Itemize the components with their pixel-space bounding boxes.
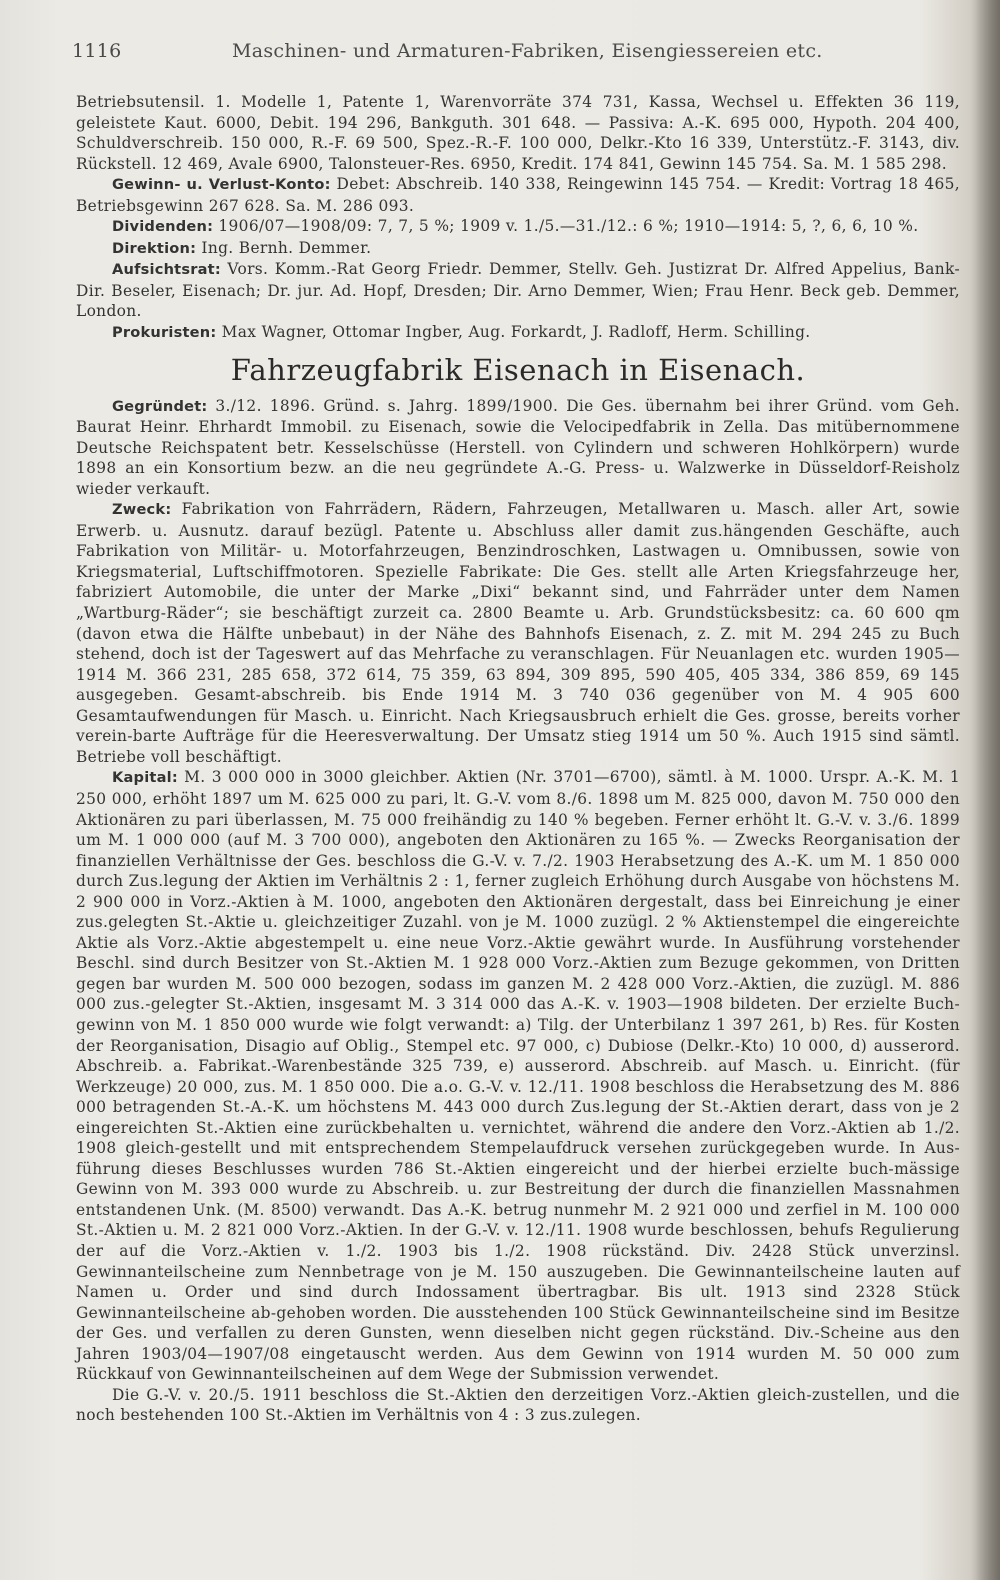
- running-title: Maschinen- und Armaturen-Fabriken, Eisengiessereien etc.: [232, 40, 823, 62]
- balance-text: Betriebsutensil. 1. Modelle 1, Patente 1, Warenvorräte 374 731, Kassa, Wechsel u. Effekten 36 119, geleistete Kaut. 6000, Debit. 194 296, Bankguth. 301 648. — Passiva: A.-K. 695 000, Hypoth. 204 400, Schuldverschreib. 150 000, R.-F. 69 500, Spez.-R.-F. 100 000, Delkr.-Kto 16 339, Unterstütz.-F. 3143, div. Rückstell. 12 469, Avale 6900, Talonsteuer-Res. 6950, Kredit. 174 841, Gewinn 145 754. Sa. M. 1 585 298.: [76, 93, 960, 173]
- page-header: [72, 40, 972, 70]
- zweck-paragraph: [76, 499, 960, 767]
- gewinn-paragraph: [76, 174, 960, 216]
- direktion-label: Direktion:: [112, 239, 197, 257]
- prokuristen-paragraph: [76, 322, 960, 344]
- gegruendet-label: Gegründet:: [112, 397, 208, 415]
- aufsichtsrat-paragraph: [76, 259, 960, 322]
- kapital-text: M. 3 000 000 in 3000 gleichber. Aktien (Nr. 3701—6700), sämtl. à M. 1000. Urspr. A.-K. M. 1 250 000, erhöht 1897 um M. 625 000 zu pari, lt. G.-V. vom 8./6. 1898 um M. 825 000, davon M. 750 000 den Aktionären zu pari überlassen, M. 75 000 freihändig zu 140 % begeben. Ferner erhöht lt. G.-V. v. 3./6. 1899 um M. 1 000 000 (auf M. 3 700 000), angeboten den Aktionären zu 165 %. — Zwecks Reorganisation der finanziellen Verhältnisse der Ges. beschloss die G.-V. v. 7./2. 1903 Herabsetzung des A.-K. um M. 1 850 000 durch Zus.legung der Aktien im Verhältnis 2 : 1, ferner zugleich Erhöhung durch Ausgabe von höchstens M. 2 900 000 in Vorz.-Aktien à M. 1000, angeboten den Aktionären dergestalt, dass bei Einreichung je einer zus.gelegten St.-Aktie u. gleichzeitiger Zuzahl. von je M. 1000 zuzügl. 2 % Aktienstempel die eingereichte Aktie als Vorz.-Aktie abgestempelt u. eine neue Vorz.-Aktie gewährt wurde. In Ausführung vorstehender Beschl. sind durch Besitzer von St.-Aktien M. 1 928 000 Vorz.-Aktien zum Bezuge gekommen, von Dritten gegen bar wurden M. 500 000 bezogen, sodass im ganzen M. 2 428 000 Vorz.-Aktien, die zuzügl. M. 886 000 zus.-gelegter St.-Aktien, insgesamt M. 3 314 000 das A.-K. v. 1903—1908 bildeten. Der erzielte Buch-gewinn von M. 1 850 000 wurde wie folgt verwandt: a) Tilg. der Unterbilanz 1 397 261, b) Res. für Kosten der Reorganisation, Disagio auf Oblig., Stempel etc. 97 000, c) Dubiose (Delkr.-Kto) 10 000, d) ausserord. Abschreib. a. Fabrikat.-Warenbestände 325 739, e) ausserord. Abschreib. auf Masch. u. Einricht. (für Werkzeuge) 20 000, zus. M. 1 850 000. Die a.o. G.-V. v. 12./11. 1908 beschloss die Herabsetzung des M. 886 000 betragenden St.-A.-K. um höchstens M. 443 000 durch Zus.legung der St.-Aktien derart, dass von je 2 eingereichten St.-Aktien eine zurückbehalten u. vernichtet, während die andere den Vorz.-Aktien ab 1./2. 1908 gleich-gestellt und mit entsprechendem Stempelaufdruck versehen zurückgegeben wurde. In Aus-führung dieses Beschlusses wurden 786 St.-Aktien eingereicht und der hierbei erzielte buch-mässige Gewinn von M. 393 000 wurde zu Abschreib. u. zur Bestreitung der durch die finanziellen Massnahmen entstandenen Unk. (M. 8500) verwandt. Das A.-K. betrug nunmehr M. 2 921 000 und zerfiel in M. 100 000 St.-Aktien u. M. 2 821 000 Vorz.-Aktien. In der G.-V. v. 12./11. 1908 wurde beschlossen, behufs Regulierung der auf die Vorz.-Aktien v. 1./2. 1903 bis 1./2. 1908 rückständ. Div. 2428 Stück unverzinsl. Gewinnanteilscheine zum Nennbetrage von je M. 150 auszugeben. Die Gewinnanteilscheine lauten auf Namen u. Order und sind durch Indossament übertragbar. Bis ult. 1913 sind 2328 Stück Gewinnanteilscheine ab-gehoben worden. Die ausstehenden 100 Stück Gewinnanteilscheine sind im Besitze der Ges. und verfallen zu deren Gunsten, wenn dieselben nicht gegen rückständ. Div.-Scheine aus den Jahren 1903/04—1907/08 eingetauscht werden. Aus dem Gewinn von 1914 wurden M. 50 000 zum Rückkauf von Gewinnanteilscheinen auf dem Wege der Submission verwendet.: [76, 768, 960, 1384]
- final-text: Die G.-V. v. 20./5. 1911 beschloss die St.-Aktien den derzeitigen Vorz.-Aktien gleich-zustellen, und die noch bestehenden 100 St.-Aktien im Verhältnis von 4 : 3 zus.zulegen.: [76, 1385, 960, 1425]
- dividenden-label: Dividenden:: [112, 218, 214, 236]
- page-content: [76, 92, 960, 1426]
- gewinn-label: Gewinn- u. Verlust-Konto:: [112, 176, 331, 194]
- company-title: Fahrzeugfabrik Eisenach in Eisenach.: [230, 352, 806, 387]
- gewinn-text: Debet: Abschreib. 140 338, Reingewinn 145 754. — Kredit: Vortrag 18 465, Betriebsgewinn 267 628. Sa. M. 286 093.: [76, 175, 961, 215]
- direktion-paragraph: [76, 238, 960, 260]
- prokuristen-text: Max Wagner, Ottomar Ingber, Aug. Forkardt, J. Radloff, Herm. Schilling.: [221, 323, 811, 342]
- balance-paragraph: [76, 92, 960, 174]
- gegruendet-text: 3./12. 1896. Gründ. s. Jahrg. 1899/1900. Die Ges. übernahm bei ihrer Gründ. vom Geh. Baurat Heinr. Ehrhardt Immobil. zu Eisenach, sowie die Velocipedfabrik in Zella. Das mitübernommene Deutsche Reichspatent betr. Kesselschüsse (Herstell. von Cylindern und schweren Hohlkörpern) wurde 1898 an ein Konsortium bezw. an die neu gegründete A.-G. Press- u. Walzwerke in Düsseldorf-Reisholz wieder verkauft.: [76, 396, 960, 498]
- direktion-text: Ing. Bernh. Demmer.: [201, 238, 372, 257]
- prokuristen-label: Prokuristen:: [112, 324, 217, 342]
- aufsichtsrat-label: Aufsichtsrat:: [112, 261, 221, 279]
- aufsichtsrat-text: Vors. Komm.-Rat Georg Friedr. Demmer, Stellv. Geh. Justizrat Dr. Alfred Appelius, Bank-Dir. Beseler, Eisenach; Dr. jur. Ad. Hopf, Dresden; Dir. Arno Demmer, Wien; Frau Henr. Beck geb. Demmer, London.: [76, 260, 960, 321]
- gegruendet-paragraph: [76, 396, 960, 500]
- kapital-label: Kapital:: [112, 769, 178, 787]
- zweck-label: Zweck:: [112, 501, 172, 519]
- dividenden-paragraph: [76, 216, 960, 238]
- zweck-text: Fabrikation von Fahrrädern, Rädern, Fahrzeugen, Metallwaren u. Masch. aller Art, sowie Erwerb. u. Ausnutz. darauf bezügl. Patente u. Abschluss aller damit zus.hängenden Geschäfte, auch Fabrikation von Militär- u. Motorfahrzeugen, Benzindroschken, Lastwagen u. Omnibussen, sowie von Kriegsmaterial, Luftschiffmotoren. Spezielle Fabrikate: Die Ges. stellt alle Arten Kriegsfahrzeuge her, fabriziert Automobile, die unter der Marke „Dixi“ bekannt sind, und Fahrräder unter dem Namen „Wartburg-Räder“; sie beschäftigt zurzeit ca. 2800 Beamte u. Arb. Grundstücksbesitz: ca. 60 600 qm (davon etwa die Hälfte unbebaut) in der Nähe des Bahnhofs Eisenach, z. Z. mit M. 294 245 zu Buch stehend, doch ist der Tageswert auf das Mehrfache zu veranschlagen. Für Neuanlagen etc. wurden 1905—1914 M. 366 231, 285 658, 372 614, 75 359, 63 894, 309 895, 590 405, 405 334, 386 859, 69 145 ausgegeben. Gesamt-abschreib. bis Ende 1914 M. 3 740 036 gegenüber von M. 4 905 600 Gesamtaufwendungen für Masch. u. Einricht. Nach Kriegsausbruch erhielt die Ges. grosse, bereits vorher verein-barte Aufträge für die Heeresverwaltung. Der Umsatz stieg 1914 um 50 %. Auch 1915 sind sämtl. Betriebe voll beschäftigt.: [76, 500, 960, 766]
- page-edge-shadow: [970, 0, 1000, 1580]
- page-number: 1116: [72, 40, 122, 62]
- kapital-paragraph: [76, 767, 960, 1384]
- dividenden-text: 1906/07—1908/09: 7, 7, 5 %; 1909 v. 1./5.—31./12.: 6 %; 1910—1914: 5, ?, 6, 6, 10 %.: [218, 217, 919, 236]
- final-paragraph: [76, 1385, 960, 1426]
